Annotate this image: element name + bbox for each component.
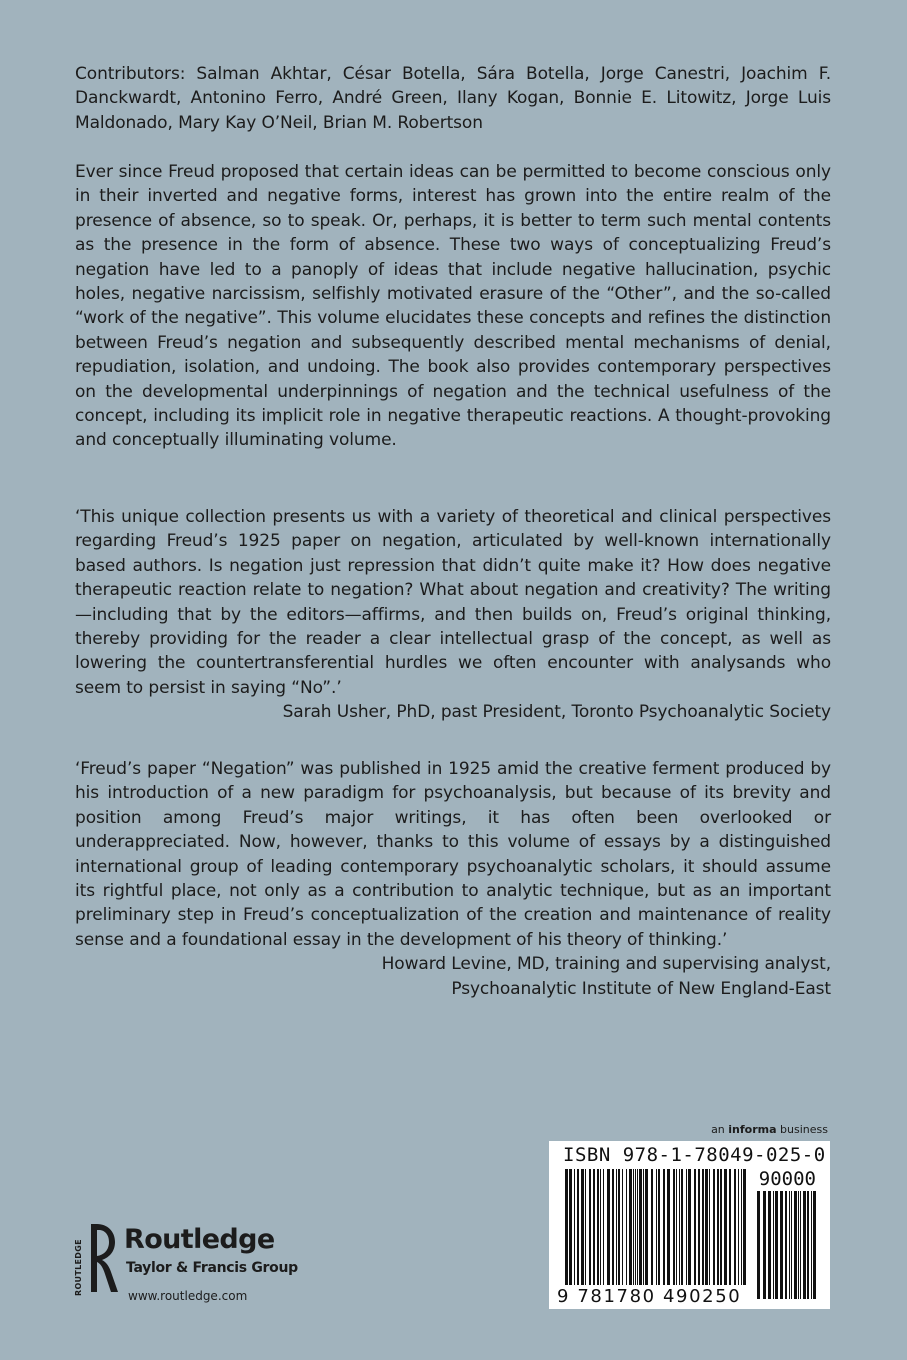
barcode-bar: [720, 1169, 722, 1285]
barcode-bar: [713, 1169, 715, 1285]
barcode-bar: [616, 1169, 617, 1285]
barcode-bar: [663, 1169, 665, 1285]
endorsement-quote: [75, 505, 831, 725]
attribution-line: Sarah Usher, PhD, past President, Toronto Psychoanalytic Society: [282, 702, 831, 723]
barcode-bar: [785, 1191, 787, 1299]
barcode-bar: [673, 1169, 675, 1285]
barcode-bar: [724, 1169, 727, 1285]
barcode-bar: [585, 1169, 586, 1285]
barcode-bar: [681, 1169, 683, 1285]
barcode-bar: [702, 1169, 704, 1285]
barcode-bar: [729, 1169, 731, 1285]
barcode-bar: [651, 1169, 653, 1285]
barcode-bar: [791, 1191, 792, 1299]
book-description: Ever since Freud proposed that certain ideas can be permitted to become conscious only in their inverted and negative forms, interest has grown into the entire realm of the presence of absence, so to speak. Or, perhaps, it is better to term such mental contents as the presence in the form of absence. These two ways of conceptualizing Freud’s negation have led to a panoply of ideas that include negative hallucination, psychic holes, negative narcissism, selfishly motivated erasure of the “Other”, and the so-called “work of the negative”. This volume elucidates these concepts and refines the distinction between Freud’s negation and subsequently described mental mechanisms of denial, repudiation, isolation, and undoing. The book also provides contemporary perspectives on the developmental underpinnings of negation and the technical usefulness of the concept, including its implicit role in negative therapeutic reactions. A thought-provoking and conceptually illuminating volume.: [75, 162, 831, 451]
barcode-bar: [698, 1169, 700, 1285]
barcode-bar: [709, 1169, 710, 1285]
barcode-bar: [622, 1169, 623, 1285]
barcode-bar: [694, 1169, 696, 1285]
barcode-bar: [589, 1169, 591, 1285]
informa-prefix: an: [711, 1123, 725, 1136]
barcode-bar: [637, 1169, 638, 1285]
price-addon-label: 90000: [758, 1168, 816, 1190]
attribution-line: Howard Levine, MD, training and supervising analyst,: [381, 954, 831, 975]
attribution-line: Psychoanalytic Institute of New England-East: [451, 978, 831, 999]
barcode-bar: [633, 1169, 634, 1285]
barcode-bar: [603, 1169, 604, 1285]
barcode-bar: [775, 1191, 778, 1299]
addon-barcode-bars: [755, 1191, 817, 1299]
barcode-bar: [597, 1169, 599, 1285]
barcode-bar: [811, 1191, 812, 1299]
quote-text: ‘This unique collection presents us with a variety of theoretical and clinical perspectives regarding Freud’s 1925 paper on negation, articulated by well-known internationally based authors. Is negation just repression that didn’t quite make it? How does negative therapeutic reaction relate to negation? What about negation and creativity? The writing—including that by the editors—affirms, and then builds on, Freud’s original thinking, thereby providing for the reader a clear intellectual grasp of the concept, as well as lowering the countertransferential hurdles we often encounter with analysands who seem to persist in saying “No”.’: [75, 507, 831, 698]
barcode-bar: [600, 1169, 601, 1285]
barcode-bar: [807, 1191, 809, 1299]
publisher-name: Routledge: [124, 1224, 275, 1255]
barcode-bar: [612, 1169, 614, 1285]
ean-number: 9 781780 490250: [557, 1286, 742, 1307]
barcode-bar: [569, 1169, 572, 1285]
barcode-bar: [705, 1169, 708, 1285]
barcode-bar: [734, 1169, 736, 1285]
barcode-bars: [563, 1169, 749, 1285]
barcode-bar: [743, 1169, 746, 1285]
isbn-barcode: [549, 1141, 830, 1309]
barcode-bar: [565, 1169, 568, 1285]
barcode-bar: [656, 1169, 657, 1285]
quote-text: ‘Freud’s paper “Negation” was published in 1925 amid the creative ferment produced by his introduction of a new paradigm for psychoanalysis, but because of its brevity and position among Freud’s major writings, it has often been overlooked or underappreciated. Now, however, thanks to this volume of essays by a distinguished international group of leading contemporary psychoanalytic scholars, it should assume its rightful place, not only as a contribution to analytic technique, but as an important preliminary step in Freud’s conceptualization of the creation and maintenance of reality sense and a foundational essay in the development of his theory of thinking.’: [75, 759, 831, 950]
barcode-bar: [607, 1169, 610, 1285]
barcode-bar: [717, 1169, 719, 1285]
barcode-bar: [667, 1169, 670, 1285]
barcode-bar: [798, 1191, 799, 1299]
endorsement-quote: [75, 757, 831, 1001]
barcode-bar: [688, 1169, 691, 1285]
barcode-bar: [686, 1169, 687, 1285]
barcode-bar: [757, 1191, 760, 1299]
barcode-bar: [629, 1169, 632, 1285]
publisher-group: Taylor & Francis Group: [126, 1260, 298, 1276]
barcode-bar: [581, 1169, 584, 1285]
barcode-bar: [763, 1191, 766, 1299]
barcode-bar: [800, 1191, 801, 1299]
quote-attribution: [75, 700, 831, 724]
barcode-bar: [645, 1169, 648, 1285]
barcode-bar: [789, 1191, 790, 1299]
barcode-bar: [639, 1169, 642, 1285]
informa-tagline: [711, 1123, 828, 1136]
barcode-bar: [593, 1169, 595, 1285]
informa-brand: informa: [728, 1123, 777, 1136]
barcode-bar: [676, 1169, 677, 1285]
barcode-bar: [626, 1169, 627, 1285]
informa-suffix: business: [780, 1123, 828, 1136]
barcode-bar: [738, 1169, 739, 1285]
vertical-wordmark: ROUTLEDGE: [74, 1239, 83, 1296]
barcode-bar: [658, 1169, 660, 1285]
quote-attribution: [75, 952, 831, 1001]
barcode-bar: [813, 1191, 816, 1299]
barcode-bar: [643, 1169, 644, 1285]
isbn-label: ISBN 978-1-78049-025-0: [563, 1144, 826, 1166]
routledge-head-icon: [85, 1222, 119, 1294]
publisher-url: www.routledge.com: [128, 1289, 248, 1303]
barcode-bar: [635, 1169, 636, 1285]
barcode-bar: [618, 1169, 620, 1285]
barcode-bar: [794, 1191, 797, 1299]
barcode-bar: [741, 1169, 742, 1285]
barcode-bar: [803, 1191, 806, 1299]
contributors-text: Contributors: Salman Akhtar, César Botella, Sára Botella, Jorge Canestri, Joachim F. Danckwardt, Antonino Ferro, André Green, Ilany Kogan, Bonnie E. Litowitz, Jorge Luis Maldonado, Mary Kay O’Neil, Brian M. Robertson: [75, 64, 831, 133]
barcode-bar: [780, 1191, 783, 1299]
barcode-bar: [773, 1191, 774, 1299]
barcode-bar: [574, 1169, 575, 1285]
barcode-bar: [768, 1191, 771, 1299]
barcode-bar: [577, 1169, 579, 1285]
barcode-bar: [679, 1169, 680, 1285]
